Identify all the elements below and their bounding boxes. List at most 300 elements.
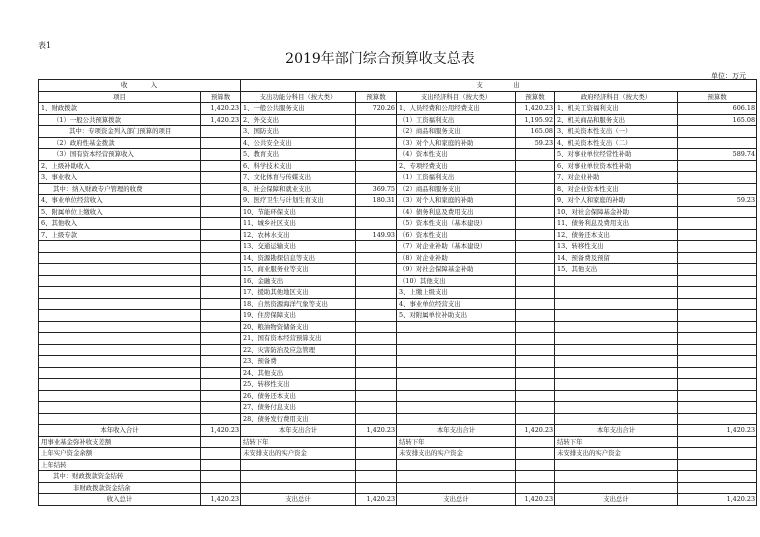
func-budget-cell: 720.26: [356, 103, 397, 115]
col-func-header: 支出功能分科目（按大类）: [241, 91, 356, 103]
econ-grand-value: 1,420.23: [516, 494, 555, 506]
func-budget-cell: [356, 448, 397, 460]
table-row: [39, 206, 757, 218]
income-item-cell: [39, 333, 201, 345]
econ-budget-cell: [516, 218, 555, 230]
income-budget-cell: [201, 436, 241, 448]
gov-item-cell: 未安排支出的实户资金: [555, 448, 678, 460]
econ-item-cell: （6）资本性支出: [397, 229, 516, 241]
income-budget-cell: [201, 356, 241, 368]
gov-item-cell: 7、对企业补助: [555, 172, 678, 184]
income-budget-cell: [201, 298, 241, 310]
econ-item-cell: [397, 321, 516, 333]
econ-item-cell: [397, 482, 516, 494]
func-budget-cell: [356, 390, 397, 402]
econ-budget-cell: [516, 275, 555, 287]
func-grand-label: 支出总计: [241, 494, 356, 506]
func-item-cell: 14、资源勘探信息等支出: [241, 252, 356, 264]
income-item-cell: [39, 402, 201, 414]
func-item-cell: 8、社会保障和就业支出: [241, 183, 356, 195]
gov-item-cell: 8、对企业资本性支出: [555, 183, 678, 195]
income-item-cell: 3、事业收入: [39, 172, 201, 184]
gov-budget-cell: [678, 436, 757, 448]
func-item-cell: 未安排支出的实户资金: [241, 448, 356, 460]
grand-total-row: [39, 494, 757, 506]
func-total-value: 1,420.23: [356, 425, 397, 437]
income-item-cell: [39, 344, 201, 356]
func-budget-cell: [356, 356, 397, 368]
func-item-cell: 4、公共安全支出: [241, 137, 356, 149]
econ-total-label: 本年支出合计: [397, 425, 516, 437]
econ-item-cell: （1）工资福利支出: [397, 172, 516, 184]
income-budget-cell: [201, 241, 241, 253]
income-item-cell: 4、事业单位经营收入: [39, 195, 201, 207]
func-item-cell: 2、外交支出: [241, 114, 356, 126]
income-item-cell: [39, 287, 201, 299]
func-item-cell: 9、医疗卫生与计划生育支出: [241, 195, 356, 207]
gov-item-cell: [555, 402, 678, 414]
func-budget-cell: [356, 482, 397, 494]
func-item-cell: 26、债务还本支出: [241, 390, 356, 402]
gov-item-cell: 5、对事业单位经常性补助: [555, 149, 678, 161]
income-budget-cell: [201, 137, 241, 149]
func-budget-cell: [356, 172, 397, 184]
income-item-cell: （3）国有资本经营预算收入: [39, 149, 201, 161]
income-item-cell: 1、财政拨款: [39, 103, 201, 115]
func-budget-cell: [356, 344, 397, 356]
econ-item-cell: （2）商品和服务支出: [397, 126, 516, 138]
table-row: [39, 471, 757, 483]
table-row: [39, 321, 757, 333]
income-item-cell: [39, 413, 201, 425]
col-item-header: 项目: [39, 91, 201, 103]
gov-budget-cell: 606.18: [678, 103, 757, 115]
table-row: [39, 275, 757, 287]
econ-item-cell: （9）对社会保障基金补助: [397, 264, 516, 276]
income-item-cell: （2）政府性基金拨款: [39, 137, 201, 149]
group-header-row: [39, 80, 757, 92]
func-budget-cell: [356, 298, 397, 310]
income-budget-cell: [201, 160, 241, 172]
func-item-cell: [241, 459, 356, 471]
func-budget-cell: [356, 436, 397, 448]
func-item-cell: 20、粮油物资储备支出: [241, 321, 356, 333]
gov-budget-cell: 589.74: [678, 149, 757, 161]
func-budget-cell: [356, 126, 397, 138]
income-item-cell: [39, 264, 201, 276]
func-item-cell: 结转下年: [241, 436, 356, 448]
income-grand-label: 收入总计: [39, 494, 201, 506]
func-item-cell: 1、一般公共服务支出: [241, 103, 356, 115]
gov-budget-cell: [678, 367, 757, 379]
econ-budget-cell: [516, 321, 555, 333]
gov-total-label: 本年支出合计: [555, 425, 678, 437]
econ-budget-cell: [516, 356, 555, 368]
econ-item-cell: （7）对企业补助（基本建设）: [397, 241, 516, 253]
econ-budget-cell: [516, 448, 555, 460]
econ-budget-cell: [516, 436, 555, 448]
econ-budget-cell: [516, 310, 555, 322]
gov-budget-cell: [678, 356, 757, 368]
gov-item-cell: [555, 275, 678, 287]
gov-total-value: 1,420.23: [678, 425, 757, 437]
econ-budget-cell: [516, 344, 555, 356]
table-row: [39, 114, 757, 126]
func-item-cell: 16、金融支出: [241, 275, 356, 287]
econ-item-cell: [397, 390, 516, 402]
func-budget-cell: [356, 379, 397, 391]
table-row: [39, 413, 757, 425]
income-total-label: 本年收入合计: [39, 425, 201, 437]
func-budget-cell: [356, 264, 397, 276]
func-budget-cell: [356, 321, 397, 333]
econ-budget-cell: [516, 229, 555, 241]
income-budget-cell: [201, 321, 241, 333]
func-budget-cell: [356, 137, 397, 149]
gov-item-cell: [555, 482, 678, 494]
func-item-cell: 21、国有资本经营预算支出: [241, 333, 356, 345]
page-title: 2019年部门综合预算收支总表: [285, 51, 475, 67]
func-grand-value: 1,420.23: [356, 494, 397, 506]
econ-item-cell: 未安排支出的实户资金: [397, 448, 516, 460]
econ-item-cell: [397, 413, 516, 425]
income-budget-cell: 1,420.23: [201, 103, 241, 115]
income-budget-cell: [201, 264, 241, 276]
gov-budget-cell: [678, 137, 757, 149]
func-total-label: 本年支出合计: [241, 425, 356, 437]
func-budget-cell: 149.93: [356, 229, 397, 241]
econ-budget-cell: [516, 413, 555, 425]
gov-budget-cell: [678, 333, 757, 345]
income-budget-cell: [201, 206, 241, 218]
func-budget-cell: [356, 218, 397, 230]
gov-item-cell: [555, 310, 678, 322]
func-item-cell: 27、债务付息支出: [241, 402, 356, 414]
func-item-cell: 11、城乡社区支出: [241, 218, 356, 230]
table-row: [39, 379, 757, 391]
gov-item-cell: [555, 344, 678, 356]
func-budget-cell: [356, 310, 397, 322]
table-row: [39, 229, 757, 241]
econ-budget-cell: [516, 183, 555, 195]
econ-item-cell: （4）资本性支出: [397, 149, 516, 161]
gov-budget-cell: [678, 379, 757, 391]
unit-label: 单位：万元: [711, 72, 746, 80]
gov-budget-cell: [678, 298, 757, 310]
func-budget-cell: [356, 206, 397, 218]
income-budget-cell: [201, 287, 241, 299]
table-row: [39, 149, 757, 161]
gov-item-cell: [555, 459, 678, 471]
gov-budget-cell: [678, 448, 757, 460]
func-item-cell: 18、自然资源海洋气象等支出: [241, 298, 356, 310]
func-budget-cell: [356, 402, 397, 414]
table-row: [39, 160, 757, 172]
income-budget-cell: [201, 379, 241, 391]
econ-budget-cell: [516, 149, 555, 161]
gov-budget-cell: [678, 264, 757, 276]
func-item-cell: 7、文化体育与传媒支出: [241, 172, 356, 184]
func-budget-cell: [356, 471, 397, 483]
gov-item-cell: 11、债务利息及费用支出: [555, 218, 678, 230]
gov-item-cell: 4、机关资本性支出（二）: [555, 137, 678, 149]
table-row: [39, 310, 757, 322]
table-row: [39, 137, 757, 149]
gov-budget-cell: [678, 218, 757, 230]
table-row: [39, 183, 757, 195]
gov-budget-cell: [678, 206, 757, 218]
table-row: [39, 356, 757, 368]
gov-item-cell: 2、机关商品和服务支出: [555, 114, 678, 126]
func-budget-cell: [356, 459, 397, 471]
gov-item-cell: 12、债务还本支出: [555, 229, 678, 241]
gov-item-cell: 9、对个人和家庭的补助: [555, 195, 678, 207]
gov-budget-cell: [678, 390, 757, 402]
econ-budget-cell: [516, 482, 555, 494]
income-item-cell: [39, 390, 201, 402]
income-item-cell: [39, 367, 201, 379]
gov-budget-cell: [678, 413, 757, 425]
gov-item-cell: [555, 367, 678, 379]
income-budget-cell: [201, 390, 241, 402]
gov-budget-cell: [678, 310, 757, 322]
col-budget-header: 预算数: [201, 91, 241, 103]
func-budget-cell: [356, 149, 397, 161]
gov-budget-cell: [678, 241, 757, 253]
econ-budget-cell: [516, 471, 555, 483]
econ-item-cell: （1）工资福利支出: [397, 114, 516, 126]
econ-item-cell: 4、事业单位经营支出: [397, 298, 516, 310]
gov-item-cell: 13、转移性支出: [555, 241, 678, 253]
econ-budget-cell: 1,420.23: [516, 103, 555, 115]
income-group-header: 收 入: [39, 80, 241, 92]
econ-budget-cell: [516, 333, 555, 345]
econ-item-cell: [397, 333, 516, 345]
func-item-cell: [241, 482, 356, 494]
table-row: [39, 482, 757, 494]
income-budget-cell: [201, 183, 241, 195]
gov-budget-cell: [678, 160, 757, 172]
econ-item-cell: [397, 379, 516, 391]
gov-budget-cell: [678, 229, 757, 241]
income-item-cell: （1）一般公共预算拨款: [39, 114, 201, 126]
income-item-cell: [39, 310, 201, 322]
income-item-cell: 其中：专项资金列入部门预算的项目: [39, 126, 201, 138]
econ-grand-label: 支出总计: [397, 494, 516, 506]
table-row: [39, 333, 757, 345]
gov-budget-cell: [678, 172, 757, 184]
func-item-cell: 24、其他支出: [241, 367, 356, 379]
gov-item-cell: 6、对事业单位资本性补助: [555, 160, 678, 172]
func-budget-cell: 180.31: [356, 195, 397, 207]
econ-budget-cell: [516, 402, 555, 414]
gov-budget-cell: [678, 252, 757, 264]
income-budget-cell: [201, 310, 241, 322]
gov-budget-cell: [678, 287, 757, 299]
econ-budget-cell: 1,195.92: [516, 114, 555, 126]
gov-budget-cell: 165.08: [678, 114, 757, 126]
table-row: [39, 287, 757, 299]
income-item-cell: 其中：财政拨款资金结转: [39, 471, 201, 483]
gov-budget-cell: [678, 183, 757, 195]
func-budget-cell: [356, 241, 397, 253]
income-budget-cell: [201, 459, 241, 471]
gov-budget-cell: [678, 402, 757, 414]
income-item-cell: 2、上级补助收入: [39, 160, 201, 172]
gov-item-cell: 1、机关工资福利支出: [555, 103, 678, 115]
income-budget-cell: [201, 413, 241, 425]
gov-item-cell: [555, 356, 678, 368]
gov-grand-value: 1,420.23: [678, 494, 757, 506]
gov-item-cell: [555, 471, 678, 483]
column-header-row: [39, 91, 757, 103]
gov-budget-cell: 59.23: [678, 195, 757, 207]
func-budget-cell: [356, 287, 397, 299]
expense-group-header: 支 出: [241, 80, 757, 92]
income-item-cell: 5、附属单位上缴收入: [39, 206, 201, 218]
col-econ-header: 支出经济科目（按大类）: [397, 91, 516, 103]
col-gov-header: 政府经济科目（按大类）: [555, 91, 678, 103]
col-budget-header: 预算数: [516, 91, 555, 103]
income-item-cell: [39, 321, 201, 333]
econ-budget-cell: [516, 367, 555, 379]
econ-budget-cell: [516, 195, 555, 207]
table-row: [39, 218, 757, 230]
income-budget-cell: 1,420.23: [201, 114, 241, 126]
gov-item-cell: 14、预备费及预留: [555, 252, 678, 264]
econ-item-cell: [397, 459, 516, 471]
econ-item-cell: （8）对企业补助: [397, 252, 516, 264]
gov-budget-cell: [678, 482, 757, 494]
econ-item-cell: （4）债务利息及费用支出: [397, 206, 516, 218]
econ-budget-cell: [516, 264, 555, 276]
gov-item-cell: [555, 390, 678, 402]
econ-item-cell: （5）资本性支出（基本建设）: [397, 218, 516, 230]
func-item-cell: 22、灾害防治及应急管理: [241, 344, 356, 356]
income-budget-cell: [201, 367, 241, 379]
income-item-cell: 其中：纳入财政专户管理的收费: [39, 183, 201, 195]
func-budget-cell: [356, 333, 397, 345]
gov-item-cell: 结转下年: [555, 436, 678, 448]
gov-budget-cell: [678, 471, 757, 483]
income-budget-cell: [201, 448, 241, 460]
income-total-value: 1,420.23: [201, 425, 241, 437]
annual-total-row: [39, 425, 757, 437]
func-item-cell: 25、转移性支出: [241, 379, 356, 391]
table-row: [39, 252, 757, 264]
income-item-cell: 非财政拨款资金结余: [39, 482, 201, 494]
econ-item-cell: （3）对个人和家庭的补助: [397, 195, 516, 207]
table-row: [39, 367, 757, 379]
func-item-cell: 28、债务发行费用支出: [241, 413, 356, 425]
econ-item-cell: [397, 402, 516, 414]
income-item-cell: 上年实户资金余额: [39, 448, 201, 460]
econ-budget-cell: [516, 390, 555, 402]
econ-budget-cell: [516, 379, 555, 391]
gov-grand-label: 支出总计: [555, 494, 678, 506]
econ-budget-cell: [516, 459, 555, 471]
func-item-cell: 23、预备费: [241, 356, 356, 368]
econ-budget-cell: [516, 172, 555, 184]
income-budget-cell: [201, 172, 241, 184]
income-item-cell: [39, 252, 201, 264]
econ-item-cell: （10）其他支出: [397, 275, 516, 287]
income-budget-cell: [201, 229, 241, 241]
income-budget-cell: [201, 218, 241, 230]
income-budget-cell: [201, 402, 241, 414]
table-row: [39, 390, 757, 402]
income-budget-cell: [201, 344, 241, 356]
econ-budget-cell: 165.08: [516, 126, 555, 138]
econ-budget-cell: [516, 252, 555, 264]
func-budget-cell: [356, 367, 397, 379]
econ-budget-cell: [516, 287, 555, 299]
gov-item-cell: [555, 379, 678, 391]
econ-item-cell: 2、专项经费支出: [397, 160, 516, 172]
gov-budget-cell: [678, 126, 757, 138]
table-row: [39, 448, 757, 460]
table-row: [39, 264, 757, 276]
func-budget-cell: [356, 413, 397, 425]
econ-budget-cell: [516, 206, 555, 218]
func-item-cell: 10、节能环保支出: [241, 206, 356, 218]
func-item-cell: 13、交通运输支出: [241, 241, 356, 253]
econ-budget-cell: [516, 298, 555, 310]
func-item-cell: 17、援助其他地区支出: [241, 287, 356, 299]
func-budget-cell: [356, 160, 397, 172]
econ-item-cell: （2）商品和服务支出: [397, 183, 516, 195]
func-item-cell: 12、农林水支出: [241, 229, 356, 241]
table-row: [39, 126, 757, 138]
gov-item-cell: [555, 298, 678, 310]
func-item-cell: 15、商业服务业等支出: [241, 264, 356, 276]
func-budget-cell: 369.75: [356, 183, 397, 195]
func-budget-cell: [356, 252, 397, 264]
econ-item-cell: 5、对附属单位补助支出: [397, 310, 516, 322]
income-budget-cell: [201, 195, 241, 207]
income-budget-cell: [201, 149, 241, 161]
func-budget-cell: [356, 275, 397, 287]
gov-item-cell: 3、机关资本性支出（一）: [555, 126, 678, 138]
gov-budget-cell: [678, 321, 757, 333]
income-budget-cell: [201, 126, 241, 138]
func-item-cell: 6、科学技术支出: [241, 160, 356, 172]
income-budget-cell: [201, 471, 241, 483]
econ-budget-cell: 59.23: [516, 137, 555, 149]
table-row: [39, 402, 757, 414]
econ-budget-cell: [516, 241, 555, 253]
table-row: [39, 103, 757, 115]
gov-budget-cell: [678, 459, 757, 471]
gov-item-cell: [555, 333, 678, 345]
gov-item-cell: [555, 413, 678, 425]
table-row: [39, 172, 757, 184]
income-item-cell: [39, 356, 201, 368]
econ-item-cell: （3）对个人和家庭的补助: [397, 137, 516, 149]
func-item-cell: [241, 471, 356, 483]
income-item-cell: 用事业基金弥补收支差额: [39, 436, 201, 448]
gov-item-cell: 10、对社会保障基金补助: [555, 206, 678, 218]
col-budget-header: 预算数: [678, 91, 757, 103]
econ-item-cell: [397, 344, 516, 356]
income-item-cell: 上年结转: [39, 459, 201, 471]
gov-item-cell: 15、其他支出: [555, 264, 678, 276]
income-budget-cell: [201, 252, 241, 264]
func-item-cell: 3、国防支出: [241, 126, 356, 138]
econ-item-cell: 3、上缴上级支出: [397, 287, 516, 299]
table-row: [39, 344, 757, 356]
econ-total-value: 1,420.23: [516, 425, 555, 437]
